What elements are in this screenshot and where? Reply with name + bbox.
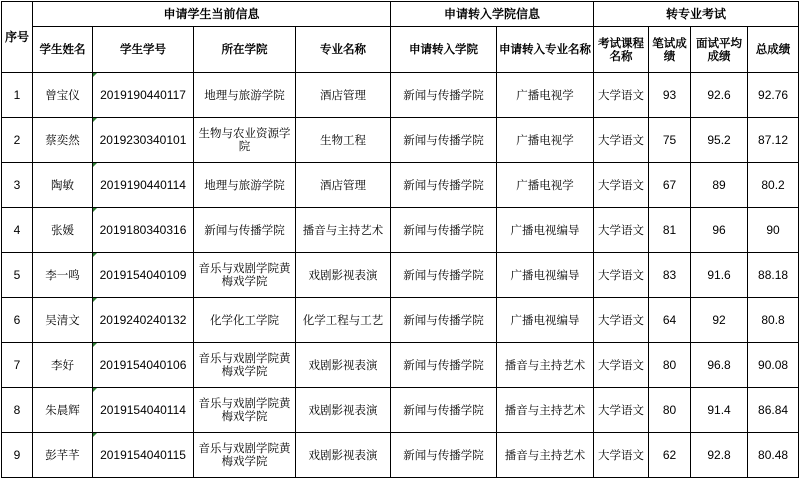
cell-target-major: 播音与主持艺术 xyxy=(497,388,594,433)
cell-written: 80 xyxy=(649,388,691,433)
cell-name: 朱晨辉 xyxy=(33,388,93,433)
cell-student-id: 2019240240132 xyxy=(93,298,194,343)
cell-name: 李好 xyxy=(33,343,93,388)
cell-college: 地理与旅游学院 xyxy=(194,73,296,118)
cell-student-id: 2019190440117 xyxy=(93,73,194,118)
header-interview: 面试平均成绩 xyxy=(691,27,748,73)
cell-major: 播音与主持艺术 xyxy=(296,208,391,253)
cell-written: 75 xyxy=(649,118,691,163)
cell-index: 5 xyxy=(2,253,33,298)
cell-index: 9 xyxy=(2,433,33,478)
cell-total: 87.12 xyxy=(748,118,799,163)
cell-exam-course: 大学语文 xyxy=(594,73,649,118)
cell-college: 化学化工学院 xyxy=(194,298,296,343)
cell-student-id: 2019180340316 xyxy=(93,208,194,253)
cell-student-id: 2019230340101 xyxy=(93,118,194,163)
cell-exam-course: 大学语文 xyxy=(594,163,649,208)
cell-target-major: 播音与主持艺术 xyxy=(497,433,594,478)
cell-target-major: 广播电视编导 xyxy=(497,253,594,298)
cell-major: 戏剧影视表演 xyxy=(296,253,391,298)
cell-target-major: 广播电视学 xyxy=(497,73,594,118)
cell-total: 90.08 xyxy=(748,343,799,388)
cell-exam-course: 大学语文 xyxy=(594,343,649,388)
cell-total: 92.76 xyxy=(748,73,799,118)
column-header-row xyxy=(2,27,799,73)
cell-total: 90 xyxy=(748,208,799,253)
cell-name: 曾宝仪 xyxy=(33,73,93,118)
table-row xyxy=(2,388,799,433)
cell-exam-course: 大学语文 xyxy=(594,253,649,298)
cell-student-id: 2019154040109 xyxy=(93,253,194,298)
cell-name: 李一鸣 xyxy=(33,253,93,298)
cell-exam-course: 大学语文 xyxy=(594,298,649,343)
cell-target-college: 新闻与传播学院 xyxy=(391,298,497,343)
cell-name: 吴清文 xyxy=(33,298,93,343)
header-group-exam: 转专业考试 xyxy=(594,2,799,27)
cell-major: 戏剧影视表演 xyxy=(296,433,391,478)
cell-index: 3 xyxy=(2,163,33,208)
cell-college: 音乐与戏剧学院黄梅戏学院 xyxy=(194,343,296,388)
cell-interview: 89 xyxy=(691,163,748,208)
header-college: 所在学院 xyxy=(194,27,296,73)
cell-target-major: 播音与主持艺术 xyxy=(497,343,594,388)
cell-total: 80.2 xyxy=(748,163,799,208)
cell-exam-course: 大学语文 xyxy=(594,118,649,163)
table-row xyxy=(2,163,799,208)
cell-name: 蔡奕然 xyxy=(33,118,93,163)
table-row xyxy=(2,298,799,343)
cell-total: 80.8 xyxy=(748,298,799,343)
cell-index: 1 xyxy=(2,73,33,118)
cell-target-college: 新闻与传播学院 xyxy=(391,388,497,433)
header-name: 学生姓名 xyxy=(33,27,93,73)
cell-written: 64 xyxy=(649,298,691,343)
cell-total: 86.84 xyxy=(748,388,799,433)
cell-student-id: 2019154040114 xyxy=(93,388,194,433)
cell-college: 音乐与戏剧学院黄梅戏学院 xyxy=(194,388,296,433)
cell-student-id: 2019154040106 xyxy=(93,343,194,388)
cell-major: 化学工程与工艺 xyxy=(296,298,391,343)
cell-interview: 91.6 xyxy=(691,253,748,298)
cell-interview: 92 xyxy=(691,298,748,343)
header-group-transfer: 申请转入学院信息 xyxy=(391,2,594,27)
cell-major: 酒店管理 xyxy=(296,73,391,118)
cell-index: 4 xyxy=(2,208,33,253)
cell-interview: 96.8 xyxy=(691,343,748,388)
cell-interview: 92.8 xyxy=(691,433,748,478)
cell-target-college: 新闻与传播学院 xyxy=(391,343,497,388)
cell-written: 62 xyxy=(649,433,691,478)
cell-written: 67 xyxy=(649,163,691,208)
cell-exam-course: 大学语文 xyxy=(594,208,649,253)
cell-major: 酒店管理 xyxy=(296,163,391,208)
cell-major: 戏剧影视表演 xyxy=(296,388,391,433)
table-row xyxy=(2,433,799,478)
header-major: 专业名称 xyxy=(296,27,391,73)
cell-target-major: 广播电视学 xyxy=(497,163,594,208)
cell-written: 81 xyxy=(649,208,691,253)
cell-index: 6 xyxy=(2,298,33,343)
cell-college: 新闻与传播学院 xyxy=(194,208,296,253)
header-total: 总成绩 xyxy=(748,27,799,73)
cell-written: 93 xyxy=(649,73,691,118)
header-target-college: 申请转入学院 xyxy=(391,27,497,73)
group-header-row xyxy=(2,2,799,27)
header-group-current: 申请学生当前信息 xyxy=(33,2,391,27)
cell-index: 7 xyxy=(2,343,33,388)
cell-interview: 95.2 xyxy=(691,118,748,163)
cell-interview: 96 xyxy=(691,208,748,253)
cell-major: 戏剧影视表演 xyxy=(296,343,391,388)
cell-target-college: 新闻与传播学院 xyxy=(391,118,497,163)
cell-written: 83 xyxy=(649,253,691,298)
table-row xyxy=(2,253,799,298)
cell-college: 生物与农业资源学院 xyxy=(194,118,296,163)
table-row xyxy=(2,208,799,253)
cell-target-major: 广播电视编导 xyxy=(497,298,594,343)
cell-target-college: 新闻与传播学院 xyxy=(391,73,497,118)
cell-college: 音乐与戏剧学院黄梅戏学院 xyxy=(194,253,296,298)
cell-target-college: 新闻与传播学院 xyxy=(391,208,497,253)
header-index: 序号 xyxy=(2,2,33,73)
cell-major: 生物工程 xyxy=(296,118,391,163)
cell-target-college: 新闻与传播学院 xyxy=(391,433,497,478)
table-row xyxy=(2,118,799,163)
cell-name: 彭芊芊 xyxy=(33,433,93,478)
cell-interview: 92.6 xyxy=(691,73,748,118)
cell-written: 80 xyxy=(649,343,691,388)
cell-index: 2 xyxy=(2,118,33,163)
transfer-results-table xyxy=(1,1,799,478)
header-written: 笔试成绩 xyxy=(649,27,691,73)
header-target-major: 申请转入专业名称 xyxy=(497,27,594,73)
cell-student-id: 2019154040115 xyxy=(93,433,194,478)
table-row xyxy=(2,343,799,388)
cell-exam-course: 大学语文 xyxy=(594,433,649,478)
cell-student-id: 2019190440114 xyxy=(93,163,194,208)
header-exam-course: 考试课程名称 xyxy=(594,27,649,73)
cell-target-major: 广播电视编导 xyxy=(497,208,594,253)
cell-college: 地理与旅游学院 xyxy=(194,163,296,208)
table-row xyxy=(2,73,799,118)
cell-total: 88.18 xyxy=(748,253,799,298)
header-student-id: 学生学号 xyxy=(93,27,194,73)
cell-name: 陶敏 xyxy=(33,163,93,208)
cell-target-major: 广播电视学 xyxy=(497,118,594,163)
cell-target-college: 新闻与传播学院 xyxy=(391,253,497,298)
cell-exam-course: 大学语文 xyxy=(594,388,649,433)
cell-total: 80.48 xyxy=(748,433,799,478)
cell-college: 音乐与戏剧学院黄梅戏学院 xyxy=(194,433,296,478)
cell-name: 张媛 xyxy=(33,208,93,253)
cell-index: 8 xyxy=(2,388,33,433)
cell-interview: 91.4 xyxy=(691,388,748,433)
cell-target-college: 新闻与传播学院 xyxy=(391,163,497,208)
